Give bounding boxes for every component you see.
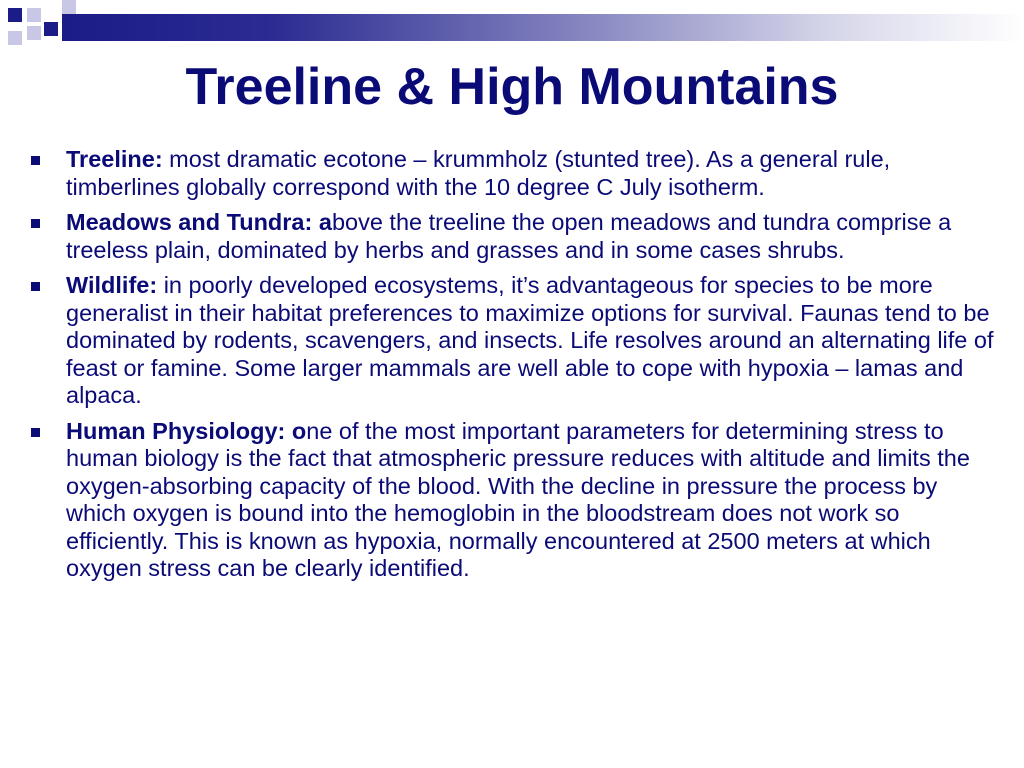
- square-bullet-icon: [31, 156, 40, 165]
- bullet-human-physiology: [28, 418, 994, 583]
- square-bullet-icon: [31, 282, 40, 291]
- bullet-treeline: [28, 146, 994, 201]
- bullet-meadows-tundra: [28, 209, 994, 264]
- decorative-square: [8, 31, 22, 45]
- square-bullet-icon: [31, 219, 40, 228]
- bullet-list: [28, 146, 994, 591]
- decorative-square: [27, 8, 41, 22]
- slide-title: Treeline & High Mountains: [185, 58, 839, 116]
- bullet-text: ne of the most important parameters for determining stress to human biology is the fact that atmospheric pressure reduces with altitude and limits the oxygen-absorbing capacity of the blood. With the decline in pressure the process by which oxygen is bound into the hemoglobin in the bloodstream does not work so efficiently. This is known as hypoxia, normally encountered at 2500 meters at which oxygen stress can be clearly identified.: [66, 417, 970, 581]
- header-gradient-band: [62, 14, 1024, 41]
- decorative-square: [27, 26, 41, 40]
- decorative-square: [62, 0, 76, 14]
- bullet-term: Wildlife:: [66, 272, 158, 298]
- decorative-square: [8, 8, 22, 22]
- bullet-text: most dramatic ecotone – krummholz (stunted tree). As a general rule, timberlines globally correspond with the 10 degree C July isotherm.: [66, 146, 891, 200]
- bullet-wildlife: [28, 272, 994, 410]
- square-bullet-icon: [31, 428, 40, 437]
- decorative-square: [44, 22, 58, 36]
- bullet-term: Treeline:: [66, 146, 163, 172]
- bullet-text: bove the treeline the open meadows and tundra comprise a treeless plain, dominated by herbs and grasses and in some cases shrubs.: [66, 209, 952, 263]
- bullet-term: Human Physiology: o: [66, 417, 307, 444]
- bullet-term: Meadows and Tundra: a: [66, 209, 332, 235]
- bullet-text: in poorly developed ecosystems, it’s advantageous for species to be more generalist in their habitat preferences to maximize options for survival. Faunas tend to be dominated by rodents, scavengers, and insects. Life resolves around an alternating life of feast or famine. Some larger mammals are well able to cope with hypoxia – lamas and alpaca.: [66, 272, 994, 408]
